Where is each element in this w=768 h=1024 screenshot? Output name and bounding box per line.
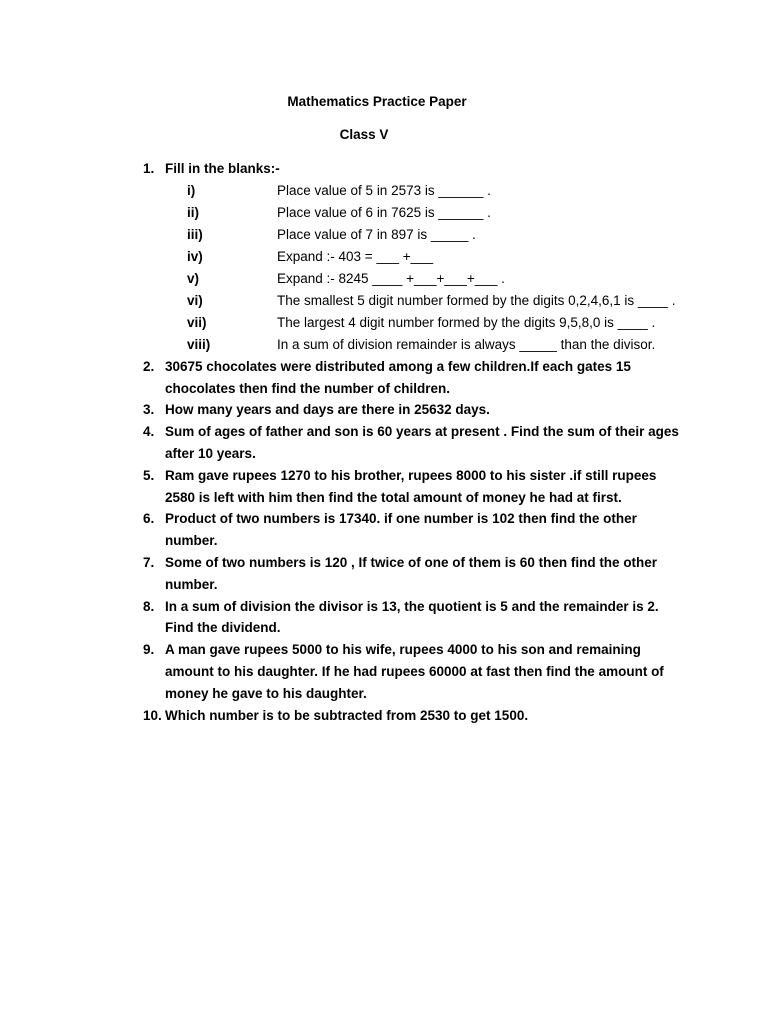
question-number: 4.: [143, 424, 155, 440]
blank-number: viii): [187, 336, 211, 352]
blank-item: [143, 202, 683, 224]
blank-text: The largest 4 digit number formed by the digits 9,5,8,0 is ____ .: [277, 314, 656, 330]
blank-text: Place value of 7 in 897 is _____ .: [277, 226, 476, 242]
question-item: [143, 552, 683, 596]
blank-item: [143, 268, 683, 290]
blank-item: [143, 246, 683, 268]
blank-text: Expand :- 403 = ___ +___: [277, 248, 434, 264]
blank-text: Place value of 5 in 2573 is ______ .: [277, 182, 491, 198]
question-number: 8.: [143, 598, 155, 614]
question-item: [143, 596, 683, 640]
blank-number: ii): [187, 204, 199, 220]
blank-number: i): [187, 182, 196, 198]
question-number: 7.: [143, 554, 155, 570]
question-item: [143, 508, 683, 552]
class-label: Class V: [339, 127, 389, 142]
question-number: 5.: [143, 467, 155, 483]
question-text: Ram gave rupees 1270 to his brother, rupees 8000 to his sister .if still rupees 2580 is left with him then find the total amount of money he had at first.: [165, 467, 657, 505]
question-text: Product of two numbers is 17340. if one number is 102 then find the other number.: [165, 511, 637, 549]
question-text: Fill in the blanks:-: [165, 161, 280, 176]
blank-text: The smallest 5 digit number formed by the digits 0,2,4,6,1 is ____ .: [277, 292, 676, 308]
fill-in-blanks-list: [143, 180, 683, 356]
blank-number: vi): [187, 292, 203, 308]
blank-number: v): [187, 270, 200, 286]
question-text: 30675 chocolates were distributed among a few children.If each gates 15 chocolates then find the number of children.: [165, 358, 631, 396]
blank-text: In a sum of division remainder is always _____ than the divisor.: [277, 336, 656, 352]
question-item: [143, 421, 683, 465]
question-text: In a sum of division the divisor is 13, the quotient is 5 and the remainder is 2. Find the dividend.: [165, 598, 659, 636]
document-title: Mathematics Practice Paper: [287, 94, 467, 109]
question-list: [143, 158, 683, 726]
question-number: 3.: [143, 402, 155, 418]
question-item: [143, 639, 683, 704]
question-number: 10.: [143, 707, 162, 723]
question-item: [143, 356, 683, 400]
blank-item: [143, 290, 683, 312]
question-text: Some of two numbers is 120 , If twice of one of them is 60 then find the other number.: [165, 554, 658, 592]
question-text: Which number is to be subtracted from 2530 to get 1500.: [165, 707, 529, 723]
blank-item: [143, 312, 683, 334]
question-number: 1.: [143, 161, 155, 176]
question-item: [143, 465, 683, 509]
blank-number: iii): [187, 226, 203, 242]
blank-item: [143, 224, 683, 246]
question-text: Sum of ages of father and son is 60 years at present . Find the sum of their ages after 10 years.: [165, 424, 679, 461]
blank-text: Place value of 6 in 7625 is ______ .: [277, 204, 491, 220]
blank-text: Expand :- 8245 ____ +___+___+___ .: [277, 270, 505, 286]
question-number: 2.: [143, 358, 155, 374]
blank-number: iv): [187, 248, 203, 264]
question-text: How many years and days are there in 25632 days.: [165, 402, 490, 418]
question-text: A man gave rupees 5000 to his wife, rupees 4000 to his son and remaining amount to his daughter. If he had rupees 60000 at fast then find the amount of money he gave to his daughter.: [165, 642, 664, 701]
blank-item: [143, 334, 683, 356]
question-item: [143, 705, 683, 727]
question-item: [143, 399, 683, 421]
question-item: [143, 158, 683, 180]
question-number: 9.: [143, 642, 155, 658]
blank-number: vii): [187, 314, 207, 330]
blank-item: [143, 180, 683, 202]
question-number: 6.: [143, 511, 155, 527]
